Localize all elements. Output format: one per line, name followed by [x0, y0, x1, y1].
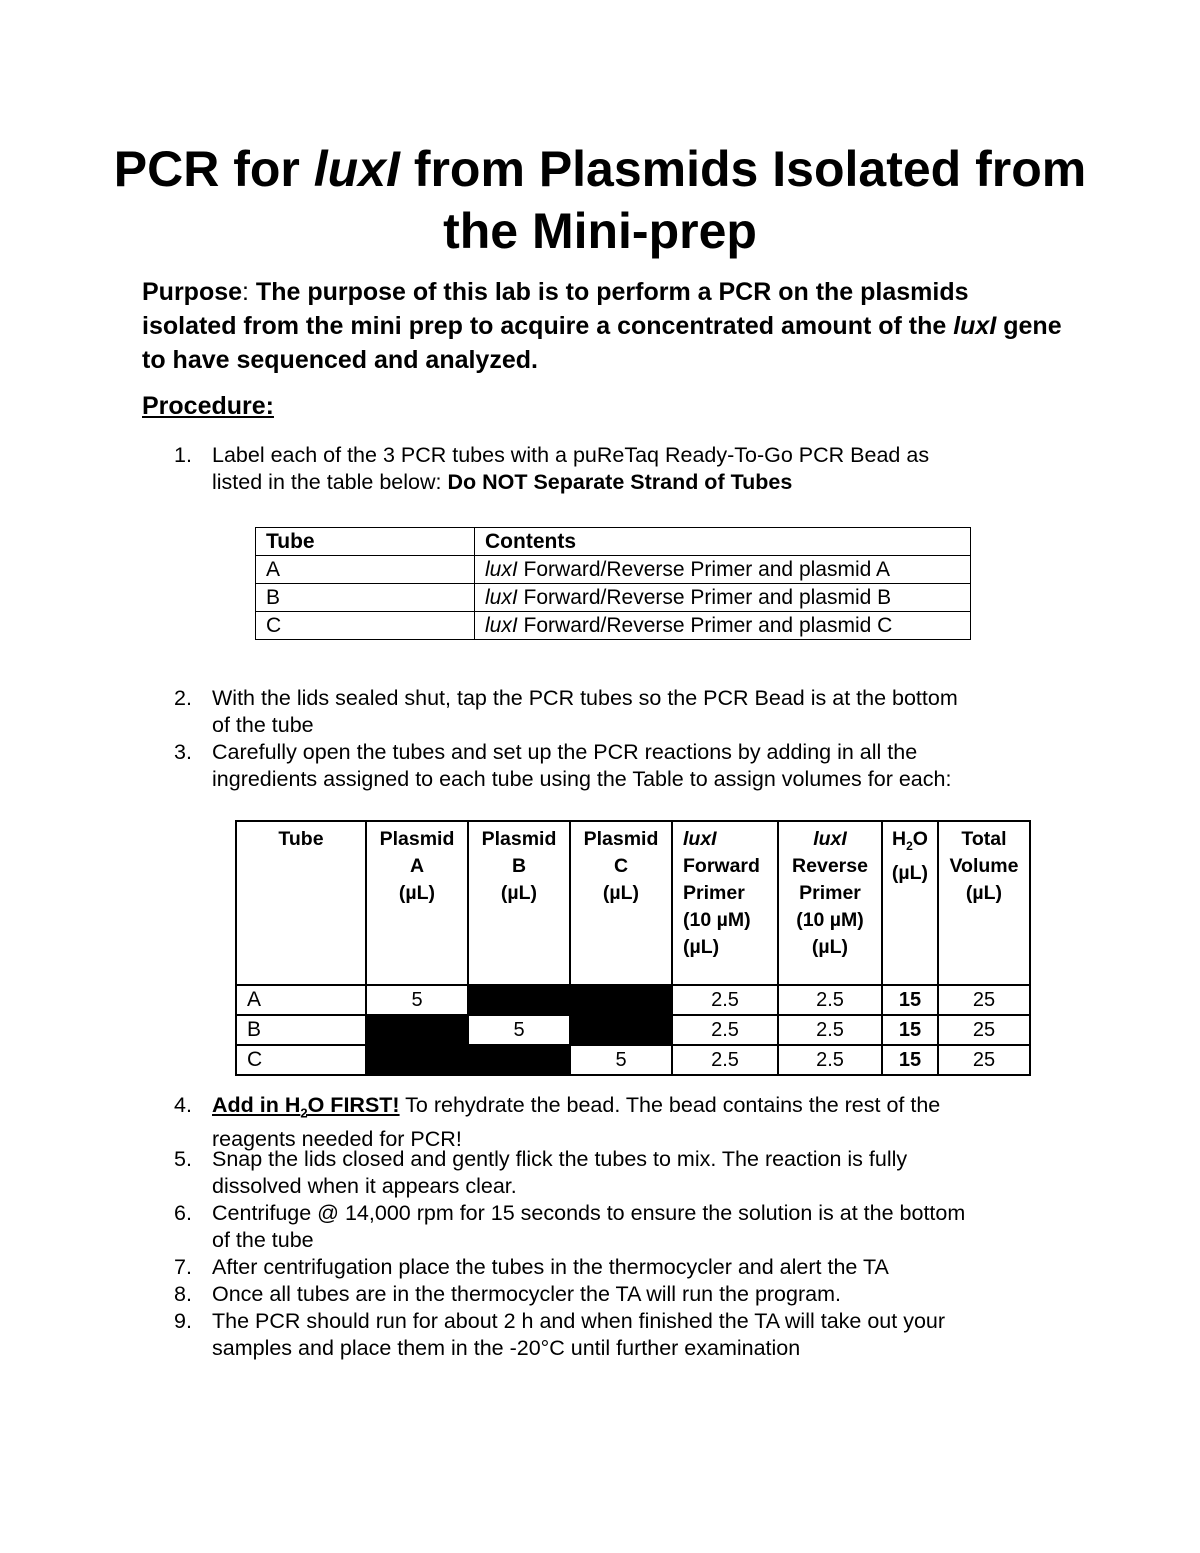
tube-contents-table	[255, 527, 971, 640]
step-9: 9. The PCR should run for about 2 h and when finished the TA will take out your samples and place them in the -20°C until further examination	[174, 1309, 946, 1360]
header-tube: Tube	[256, 528, 475, 556]
header-total-volume: Total Volume (µL)	[938, 821, 1030, 985]
header-plasmid-b: Plasmid B (µL)	[468, 821, 570, 985]
step-3: 3. Carefully open the tubes and set up the PCR reactions by adding in all the ingredients assigned to each tube using the Table to assign volumes for each:	[174, 740, 952, 791]
table-row: A luxI Forward/Reverse Primer and plasmid A	[256, 556, 971, 584]
header-plasmid-c: Plasmid C (µL)	[570, 821, 672, 985]
procedure-heading: Procedure:	[142, 392, 274, 420]
table-row: B 5 2.5 2.5 15 25	[236, 1015, 1030, 1045]
add-water-first-note: Add in $H_2O$ FIRST!	[212, 1093, 400, 1121]
blocked-cell	[570, 985, 672, 1015]
step-4: 4. Add in $H_2O$ FIRST! To rehydrate the bead. The bead contains the rest of the reagents needed for PCR!	[174, 1093, 941, 1152]
blocked-cell	[570, 1015, 672, 1045]
purpose-paragraph: Purpose: The purpose of this lab is to perform a PCR on the plasmids isolated from the mini prep to acquire a concentrated amount of the luxI gene to have sequenced and analyzed.	[142, 278, 1062, 374]
page-title: PCR for luxI from Plasmids Isolated from the Mini-prep	[113, 141, 1087, 259]
step-8: 8. Once all tubes are in the thermocycler the TA will run the program.	[174, 1282, 841, 1306]
header-reverse-primer: luxI Reverse Primer (10 µM) (µL)	[778, 821, 882, 985]
blocked-cell	[468, 1045, 570, 1075]
table-row: C luxI Forward/Reverse Primer and plasmid C	[256, 612, 971, 640]
purpose-label: Purpose	[142, 278, 243, 306]
step-1: 1. Label each of the 3 PCR tubes with a puReTaq Ready-To-Go PCR Bead as listed in the table below: Do NOT Separate Strand of Tubes	[174, 443, 930, 494]
table-row: C 5 2.5 2.5 15 25	[236, 1045, 1030, 1075]
header-tube: Tube	[236, 821, 366, 985]
do-not-separate-note: Do NOT Separate Strand of Tubes	[447, 470, 793, 494]
table-row: B luxI Forward/Reverse Primer and plasmid B	[256, 584, 971, 612]
step-7: 7. After centrifugation place the tubes in the thermocycler and alert the TA	[174, 1255, 889, 1279]
blocked-cell	[468, 985, 570, 1015]
volume-table	[235, 820, 1031, 1076]
blocked-cell	[366, 1015, 468, 1045]
header-plasmid-a: Plasmid A (µL)	[366, 821, 468, 985]
blocked-cell	[366, 1045, 468, 1075]
step-5: 5. Snap the lids closed and gently flick the tubes to mix. The reaction is fully dissolved when it appears clear.	[174, 1147, 908, 1198]
title-gene: luxI	[313, 141, 400, 197]
table-row: A 5 2.5 2.5 15 25	[236, 985, 1030, 1015]
step-2: 2. With the lids sealed shut, tap the PCR tubes so the PCR Bead is at the bottom of the tube	[174, 686, 958, 737]
header-contents: Contents	[475, 528, 971, 556]
header-water: $H_2O$ (µL)	[882, 821, 938, 985]
header-forward-primer: luxI Forward Primer (10 µM) (µL)	[672, 821, 778, 985]
step-6: 6. Centrifuge @ 14,000 rpm for 15 seconds to ensure the solution is at the bottom of the tube	[174, 1201, 966, 1252]
